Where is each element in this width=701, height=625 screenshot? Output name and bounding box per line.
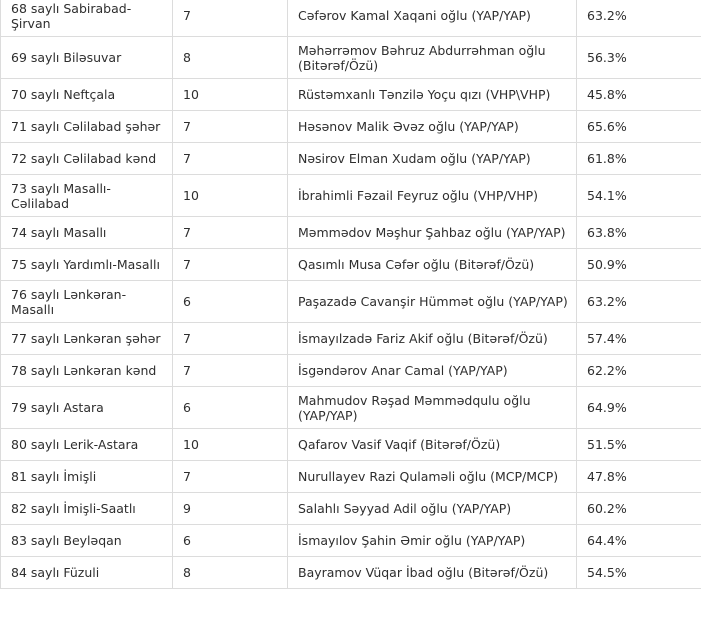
percent-cell: 63.8% — [577, 217, 701, 249]
candidate-count-cell: 7 — [173, 249, 288, 281]
candidate-count-cell: 8 — [173, 557, 288, 589]
district-cell: 75 saylı Yardımlı-Masallı — [1, 249, 173, 281]
results-table-body — [1, 0, 701, 589]
winner-cell: Məhərrəmov Bəhruz Abdurrəhman oğlu (Bitərəf/Özü) — [288, 37, 577, 79]
winner-cell: Qafarov Vasif Vaqif (Bitərəf/Özü) — [288, 429, 577, 461]
candidate-count-cell: 7 — [173, 217, 288, 249]
table-row — [1, 37, 701, 79]
winner-cell: Qasımlı Musa Cəfər oğlu (Bitərəf/Özü) — [288, 249, 577, 281]
candidate-count-cell: 10 — [173, 175, 288, 217]
district-cell: 83 saylı Beyləqan — [1, 525, 173, 557]
table-row — [1, 557, 701, 589]
candidate-count-cell: 6 — [173, 525, 288, 557]
district-cell: 81 saylı İmişli — [1, 461, 173, 493]
candidate-count-cell: 6 — [173, 387, 288, 429]
table-row — [1, 525, 701, 557]
table-row — [1, 143, 701, 175]
table-row — [1, 111, 701, 143]
district-cell: 69 saylı Biləsuvar — [1, 37, 173, 79]
table-row — [1, 79, 701, 111]
district-cell: 72 saylı Cəlilabad kənd — [1, 143, 173, 175]
table-row — [1, 493, 701, 525]
percent-cell: 62.2% — [577, 355, 701, 387]
percent-cell: 54.1% — [577, 175, 701, 217]
district-cell: 74 saylı Masallı — [1, 217, 173, 249]
winner-cell: Rüstəmxanlı Tənzilə Yoçu qızı (VHP\VHP) — [288, 79, 577, 111]
winner-cell: İsmayılzadə Fariz Akif oğlu (Bitərəf/Özü) — [288, 323, 577, 355]
district-cell: 79 saylı Astara — [1, 387, 173, 429]
candidate-count-cell: 7 — [173, 323, 288, 355]
percent-cell: 45.8% — [577, 79, 701, 111]
winner-cell: İsgəndərov Anar Camal (YAP/YAP) — [288, 355, 577, 387]
district-cell: 70 saylı Neftçala — [1, 79, 173, 111]
winner-cell: Nurullayev Razi Qulaməli oğlu (MCP/MCP) — [288, 461, 577, 493]
percent-cell: 64.4% — [577, 525, 701, 557]
percent-cell: 51.5% — [577, 429, 701, 461]
percent-cell: 54.5% — [577, 557, 701, 589]
candidate-count-cell: 7 — [173, 111, 288, 143]
district-cell: 80 saylı Lerik-Astara — [1, 429, 173, 461]
candidate-count-cell: 6 — [173, 281, 288, 323]
percent-cell: 61.8% — [577, 143, 701, 175]
winner-cell: Nəsirov Elman Xudam oğlu (YAP/YAP) — [288, 143, 577, 175]
winner-cell: İsmayılov Şahin Əmir oğlu (YAP/YAP) — [288, 525, 577, 557]
district-cell: 82 saylı İmişli-Saatlı — [1, 493, 173, 525]
winner-cell: Salahlı Səyyad Adil oğlu (YAP/YAP) — [288, 493, 577, 525]
percent-cell: 50.9% — [577, 249, 701, 281]
candidate-count-cell: 8 — [173, 37, 288, 79]
percent-cell: 64.9% — [577, 387, 701, 429]
winner-cell: Bayramov Vüqar İbad oğlu (Bitərəf/Özü) — [288, 557, 577, 589]
district-cell: 78 saylı Lənkəran kənd — [1, 355, 173, 387]
table-row — [1, 355, 701, 387]
table-row — [1, 429, 701, 461]
candidate-count-cell: 7 — [173, 461, 288, 493]
percent-cell: 60.2% — [577, 493, 701, 525]
winner-cell: Məmmədov Məşhur Şahbaz oğlu (YAP/YAP) — [288, 217, 577, 249]
percent-cell: 57.4% — [577, 323, 701, 355]
candidate-count-cell: 7 — [173, 355, 288, 387]
percent-cell: 56.3% — [577, 37, 701, 79]
table-row — [1, 175, 701, 217]
candidate-count-cell: 10 — [173, 79, 288, 111]
candidate-count-cell: 7 — [173, 0, 288, 37]
candidate-count-cell: 10 — [173, 429, 288, 461]
winner-cell: Həsənov Malik Əvəz oğlu (YAP/YAP) — [288, 111, 577, 143]
winner-cell: Paşazadə Cavanşir Hümmət oğlu (YAP/YAP) — [288, 281, 577, 323]
district-cell: 73 saylı Masallı-Cəlilabad — [1, 175, 173, 217]
table-row — [1, 387, 701, 429]
candidate-count-cell: 7 — [173, 143, 288, 175]
winner-cell: Mahmudov Rəşad Məmmədqulu oğlu (YAP/YAP) — [288, 387, 577, 429]
district-cell: 76 saylı Lənkəran-Masallı — [1, 281, 173, 323]
percent-cell: 63.2% — [577, 0, 701, 37]
winner-cell: Cəfərov Kamal Xaqani oğlu (YAP/YAP) — [288, 0, 577, 37]
table-row — [1, 461, 701, 493]
table-row — [1, 281, 701, 323]
district-cell: 71 saylı Cəlilabad şəhər — [1, 111, 173, 143]
percent-cell: 47.8% — [577, 461, 701, 493]
winner-cell: İbrahimli Fəzail Feyruz oğlu (VHP/VHP) — [288, 175, 577, 217]
table-row — [1, 217, 701, 249]
candidate-count-cell: 9 — [173, 493, 288, 525]
district-cell: 77 saylı Lənkəran şəhər — [1, 323, 173, 355]
table-row — [1, 323, 701, 355]
percent-cell: 63.2% — [577, 281, 701, 323]
district-cell: 84 saylı Füzuli — [1, 557, 173, 589]
table-row — [1, 249, 701, 281]
district-cell: 68 saylı Sabirabad-Şirvan — [1, 0, 173, 37]
percent-cell: 65.6% — [577, 111, 701, 143]
table-row — [1, 0, 701, 37]
